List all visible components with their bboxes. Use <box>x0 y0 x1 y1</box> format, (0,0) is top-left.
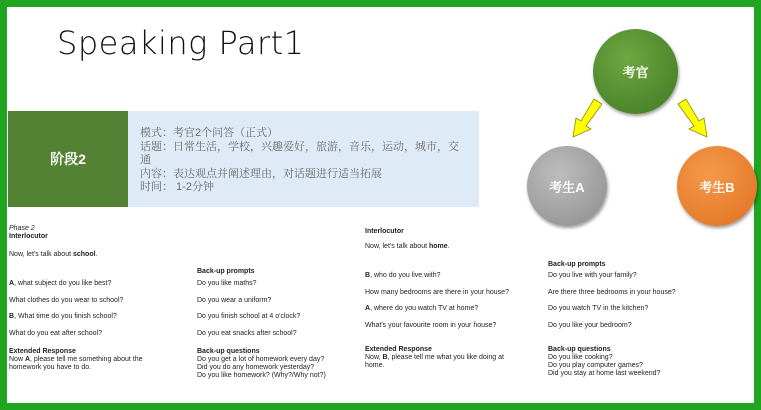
stage-info-box <box>128 111 479 207</box>
left-backup-prompts-heading: Back-up prompts <box>197 268 255 275</box>
left-backup-prompt-1: Do you like maths? <box>197 280 257 287</box>
right-extended-line2: home. <box>365 362 385 369</box>
left-backup-question-1: Do you get a lot of homework every day? <box>197 356 325 363</box>
stage-topics: 话题：日常生活，学校，兴趣爱好，旅游，音乐，运动，城市，交通 <box>140 140 459 166</box>
right-backup-prompt-4: Do you like your bedroom? <box>548 322 632 329</box>
right-backup-questions-heading: Back-up questions <box>548 346 611 353</box>
left-backup-prompt-2: Do you wear a uniform? <box>197 297 272 304</box>
phase-label: Phase 2 <box>9 225 35 232</box>
candidate-b-circle <box>677 146 757 226</box>
right-interlocutor-heading: Interlocutor <box>365 228 404 235</box>
right-backup-question-1: Do you like cooking? <box>548 354 613 361</box>
left-question-1: A, what subject do you like best? <box>9 280 112 287</box>
stage-time: 时间： 1-2分钟 <box>140 181 214 193</box>
left-extended-heading: Extended Response <box>9 348 76 355</box>
candidate-a-circle <box>527 146 607 226</box>
right-question-3: A, where do you watch TV at home? <box>365 305 479 312</box>
left-interlocutor-heading: Interlocutor <box>9 233 48 240</box>
left-extended-line1: Now A, please tell me something about the <box>9 356 143 363</box>
right-backup-prompt-2: Are there three bedrooms in your house? <box>548 289 676 296</box>
candidate-b-label: 考生B <box>699 179 735 195</box>
stage-content: 内容：表达观点并阐述理由，对话题进行适当拓展 <box>140 167 382 180</box>
right-backup-prompt-3: Do you watch TV in the kitchen? <box>548 305 649 312</box>
right-intro: Now, let's talk about home. <box>365 243 450 250</box>
left-backup-prompt-3: Do you finish school at 4 o'clock? <box>197 313 301 320</box>
stage-label-box <box>8 111 128 207</box>
right-backup-prompts-heading: Back-up prompts <box>548 261 606 268</box>
right-extended-heading: Extended Response <box>365 346 432 353</box>
diagram-arrows <box>560 95 720 145</box>
right-extended-line1: Now, B, please tell me what you like doing at <box>365 354 504 361</box>
examiner-label: 考官 <box>622 65 649 80</box>
left-question-2: What clothes do you wear to school? <box>9 297 124 304</box>
left-backup-question-3: Do you like homework? (Why?/Why not?) <box>197 372 326 379</box>
arrow-to-candidate-b <box>678 99 707 137</box>
left-intro: Now, let's talk about school. <box>9 251 98 258</box>
right-question-4: What's your favourite room in your house? <box>365 322 497 329</box>
right-backup-prompt-1: Do you live with your family? <box>548 272 637 279</box>
slide-title: Speaking Part1 <box>57 24 305 62</box>
left-question-4: What do you eat after school? <box>9 330 102 337</box>
right-question-2: How many bedrooms are there in your house? <box>365 289 509 296</box>
right-question-1: B, who do you live with? <box>365 272 441 279</box>
left-backup-questions-heading: Back-up questions <box>197 348 260 355</box>
right-backup-question-3: Did you stay at home last weekend? <box>548 370 661 377</box>
left-question-3: B, What time do you finish school? <box>9 313 117 320</box>
left-backup-prompt-4: Do you eat snacks after school? <box>197 330 297 337</box>
left-backup-question-2: Did you do any homework yesterday? <box>197 364 315 371</box>
candidate-a-label: 考生A <box>549 179 585 195</box>
stage-label: 阶段2 <box>50 151 86 167</box>
arrow-to-candidate-a <box>573 99 602 137</box>
left-extended-line2: homework you have to do. <box>9 364 92 371</box>
right-backup-question-2: Do you play computer games? <box>548 362 643 369</box>
stage-mode: 模式：考官2个问答（正式） <box>140 127 279 139</box>
